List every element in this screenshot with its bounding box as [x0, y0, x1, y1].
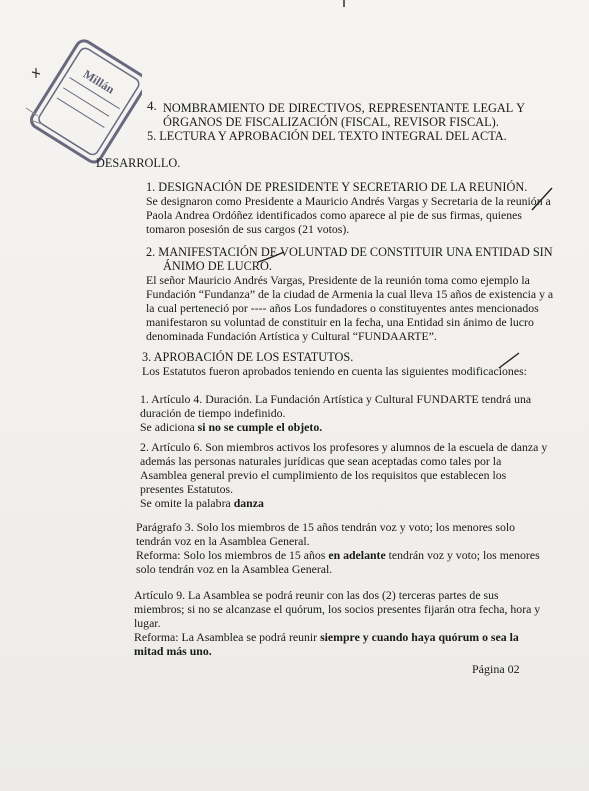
paragraph-3-line-1: Parágrafo 3. Solo los miembros de 15 años tendrán voz y voto; los menores solo — [136, 520, 516, 534]
s3-heading: 3. APROBACIÓN DE LOS ESTATUTOS. — [142, 350, 354, 364]
tick-mark-top — [341, 0, 347, 8]
section-heading-desarrollo: DESARROLLO. — [96, 156, 181, 170]
s1-line-3: tomaron posesión de sus cargos (21 votos). — [146, 222, 350, 236]
article-9-line-1: Artículo 9. La Asamblea se podrá reunir con las dos (2) terceras partes de sus — [134, 588, 499, 602]
article-9-line-3: lugar. — [134, 616, 161, 630]
article-9-line-2: miembros; si no se alcanzase el quórum, los socios presentes fijarán otra fecha, hora y — [134, 602, 541, 616]
article-6-line-4: presentes Estatutos. — [140, 482, 234, 496]
article-4-line-1: 1. Artículo 4. Duración. La Fundación Artística y Cultural FUNDARTE tendrá una — [140, 392, 532, 406]
svg-text:Millán: Millán — [80, 66, 117, 97]
article-9-reform: Reforma: La Asamblea se podrá reunir siempre y cuando haya quórum o sea la — [134, 630, 519, 644]
s2-line-2: Fundación “Fundanza” de la ciudad de Armenia la cual lleva 15 años de existencia y a — [146, 287, 554, 301]
check-mark-3 — [497, 350, 521, 370]
s1-line-1: Se designaron como Presidente a Mauricio Andrés Vargas y Secretaria de la reunión a — [146, 194, 551, 208]
check-mark-2 — [256, 250, 286, 264]
item-4-line-1: NOMBRAMIENTO DE DIRECTIVOS, REPRESENTANTE LEGAL Y — [163, 101, 525, 115]
article-9-reform-line-2: mitad más uno. — [134, 644, 212, 658]
s2-line-1: El señor Mauricio Andrés Vargas, Presidente de la reunión toma como ejemplo la — [146, 273, 530, 287]
s2-heading-2: ÁNIMO DE LUCRO. — [163, 259, 272, 273]
item-5: 5. LECTURA Y APROBACIÓN DEL TEXTO INTEGRAL DEL ACTA. — [147, 129, 507, 143]
item-4-line-2: ÓRGANOS DE FISCALIZACIÓN (FISCAL, REVISOR FISCAL). — [163, 115, 499, 129]
item-4-number: 4. — [147, 98, 157, 113]
article-6-omission: Se omite la palabra danza — [140, 496, 264, 510]
paragraph-3-reform: Reforma: Solo los miembros de 15 años en adelante tendrán voz y voto; los menores — [136, 548, 540, 562]
check-mark-1 — [530, 186, 554, 212]
article-4-addition: Se adiciona si no se cumple el objeto. — [140, 420, 323, 434]
article-4-line-2: duración de tiempo indefinido. — [140, 406, 286, 420]
article-6-line-1: 2. Artículo 6. Son miembros activos los profesores y alumnos de la escuela de danza y — [140, 440, 548, 454]
s3-intro: Los Estatutos fueron aprobados teniendo en cuenta las siguientes modificaciones: — [142, 364, 527, 378]
s2-line-4: manifestaron su voluntad de constituir en la fecha, una Entidad sin ánimo de lucro — [146, 315, 534, 329]
s2-line-5: denominada Fundación Artística y Cultural “FUNDAARTE”. — [146, 329, 437, 343]
s1-heading: 1. DESIGNACIÓN DE PRESIDENTE Y SECRETARIO DE LA REUNIÓN. — [146, 180, 528, 194]
paragraph-3-line-2: tendrán voz en la Asamblea General. — [136, 534, 310, 548]
s1-line-2: Paola Andrea Ordóñez identificados como aparece al pie de sus firmas, quienes — [146, 208, 522, 222]
s2-line-3: la cual perteneció por ---- años Los fundadores o constituyentes antes mencionados — [146, 301, 539, 315]
page-number: Página 02 — [472, 662, 520, 676]
article-6-line-2: además las personas naturales jurídicas que sean aceptadas como tales por la — [140, 454, 502, 468]
s2-heading-1: 2. MANIFESTACIÓN DE VOLUNTAD DE CONSTITUIR UNA ENTIDAD SIN — [146, 245, 553, 259]
article-6-line-3: Asamblea general previo el cumplimiento de los requisitos que establecen los — [140, 468, 507, 482]
paragraph-3-reform-line-2: solo tendrán voz en la Asamblea General. — [136, 562, 333, 576]
